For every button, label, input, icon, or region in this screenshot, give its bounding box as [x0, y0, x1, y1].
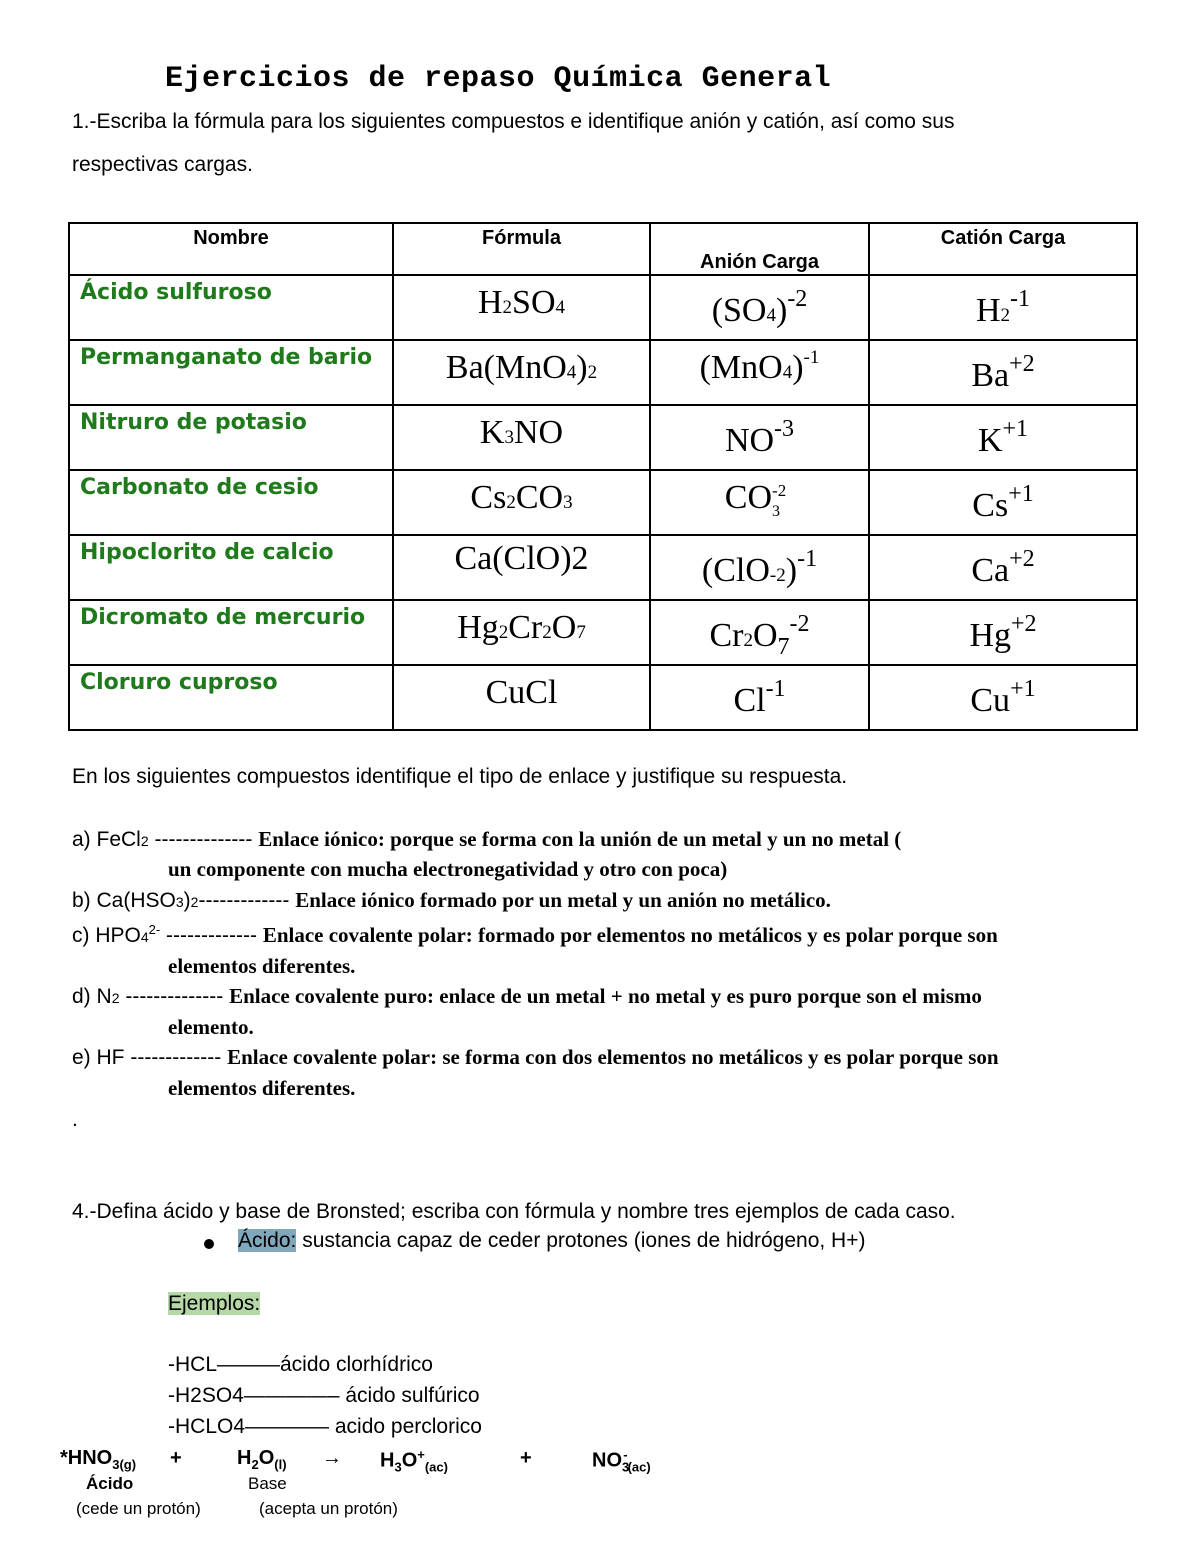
cation-ca: $Ca^{+2}$ [971, 546, 1035, 589]
bonds-intro: En los siguientes compuestos identifique el tipo de enlace y justifique su respuesta. [72, 765, 848, 788]
acid-note: (cede un protón) [76, 1499, 201, 1518]
bond-item-d-continued: elemento. [168, 1015, 254, 1039]
compound-name: Nitruro de potasio [80, 410, 307, 435]
anion-mno4: $(MnO4)^{-1}$ [699, 347, 820, 386]
header-cation: Catión Carga [869, 223, 1137, 275]
table-row [69, 535, 1137, 600]
cation-k: $K^{+1}$ [977, 416, 1029, 459]
anion-co3: $CO_3^{-2}$ [724, 479, 787, 520]
anion-cr2o7: $Cr2O_7^{-2}$ [709, 611, 810, 660]
bond-item-c-continued: elementos diferentes. [168, 954, 356, 978]
acid-caption: Ácido [86, 1474, 134, 1493]
table-row [69, 275, 1137, 340]
anion-no: $NO^{-3}$ [724, 416, 795, 459]
header-formula: Fórmula [393, 223, 650, 275]
document-title: Ejercicios de repaso Química General [165, 62, 832, 96]
bond-item-a: a) FeCl2 -------------- Enlace iónico: porque se forma con la unión de un metal y un no metal ( [72, 827, 902, 851]
header-nombre: Nombre [69, 223, 393, 275]
cation-h2: $H2^{-1}$ [975, 286, 1031, 329]
compounds-table [68, 222, 1138, 731]
compound-name: Ácido sulfuroso [80, 280, 272, 305]
table-header-row [69, 223, 1137, 275]
table-row [69, 405, 1137, 470]
formula-cs2co3: Cs2CO3 [470, 479, 573, 516]
bond-item-e: e) HF ------------- Enlace covalente polar: se forma con dos elementos no metálicos y es polar porque son [72, 1045, 999, 1069]
anion-cl: $Cl^{-1}$ [733, 676, 786, 719]
acid-definition: Ácido: sustancia capaz de ceder protones (iones de hidrógeno, H+) [204, 1229, 831, 1253]
plus-sign-1: + [170, 1447, 182, 1469]
bond-item-b: b) Ca(HSO3)2------------- Enlace iónico formado por un metal y un anión no metálico. [72, 888, 831, 912]
compound-name: Carbonato de cesio [80, 475, 319, 500]
compound-name: Dicromato de mercurio [80, 605, 366, 630]
base-note: (acepta un protón) [259, 1499, 398, 1518]
stray-period: . [72, 1108, 78, 1131]
question-4: 4.-Defina ácido y base de Bronsted; escriba con fórmula y nombre tres ejemplos de cada caso. [72, 1200, 956, 1223]
cation-cu: $Cu^{+1}$ [970, 676, 1036, 719]
anion-so4: $(SO4)^{-2}$ [711, 286, 808, 329]
acid-label-highlight: Ácido: [238, 1229, 297, 1252]
bond-item-d: d) N2 -------------- Enlace covalente puro: enlace de un metal + no metal y es puro porque son el mismo [72, 984, 982, 1008]
header-anion: Anión Carga [650, 223, 869, 275]
example-hclo4: -HCLO4———— acido perclorico [168, 1415, 482, 1438]
product-no3: $NO_3^-_{(ac)}$ [592, 1447, 651, 1475]
plus-sign-2: + [520, 1447, 532, 1469]
base-caption: Base [248, 1474, 287, 1493]
formula-ba-mno4-2: Ba(MnO4)2 [445, 349, 598, 386]
formula-k3no: K3NO [479, 414, 564, 451]
reactant-h2o: $H_2O_{(l)}$ [237, 1447, 287, 1472]
question-1-line-2: respectivas cargas. [72, 153, 253, 176]
compound-name: Permanganato de bario [80, 345, 373, 370]
compound-name: Cloruro cuproso [80, 670, 278, 695]
formula-ca-clo-2: Ca(ClO)2 [454, 540, 589, 577]
formula-cucl: CuCl [485, 674, 558, 711]
cation-hg: $Hg^{+2}$ [969, 611, 1037, 654]
question-1-line-1: 1.-Escriba la fórmula para los siguientes compuestos e identifique anión y catión, así como sus [72, 110, 955, 133]
formula-h2so4: H2SO4 [477, 284, 566, 321]
reaction-arrow: → [322, 1447, 342, 1469]
table-row [69, 600, 1137, 665]
formula-hg2cr2o7: Hg2Cr2O7 [457, 609, 586, 646]
cation-ba: $Ba^{+2}$ [971, 351, 1035, 394]
reactant-hno3: $*HNO_{3(g)}$ [60, 1447, 137, 1472]
product-h3o: $H_3O^+_{(ac)}$ [380, 1447, 448, 1475]
example-hcl: -HCL———ácido clorhídrico [168, 1353, 433, 1376]
bond-item-c: c) $HPO4^{2-}$ ------------- Enlace covalente polar: formado por elementos no metálicos y es polar porque son [72, 922, 998, 947]
example-h2so4: -H2SO4————– ácido sulfúrico [168, 1384, 480, 1407]
table-row [69, 340, 1137, 405]
table-row [69, 470, 1137, 535]
bond-item-e-continued: elementos diferentes. [168, 1076, 356, 1100]
bullet [204, 1239, 214, 1249]
cation-cs: $Cs^{+1}$ [972, 481, 1034, 524]
anion-clo2: $(ClO-2)^{-1}$ [701, 546, 818, 589]
compound-name: Hipoclorito de calcio [80, 540, 334, 565]
examples-label: Ejemplos: [168, 1292, 261, 1315]
bond-item-a-continued: un componente con mucha electronegatividad y otro con poca) [168, 857, 728, 881]
table-row [69, 665, 1137, 730]
